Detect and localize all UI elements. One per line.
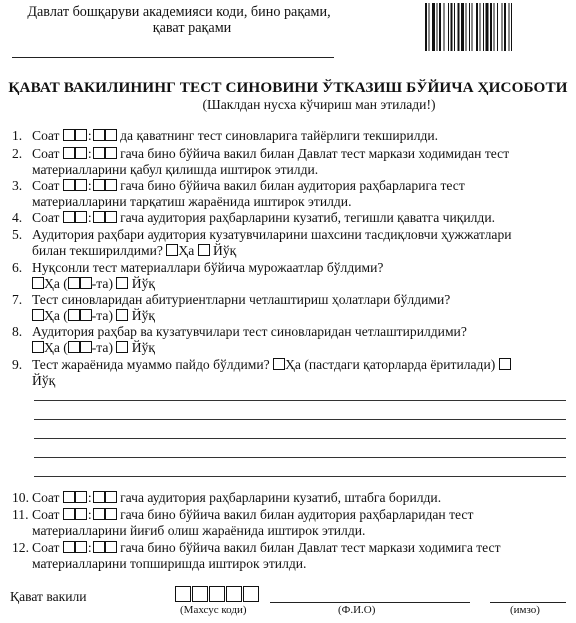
answer-line-5[interactable] [34,476,566,477]
item-prefix: Соат [32,490,60,505]
minute-box-2[interactable] [105,491,117,503]
item-prefix: Соат [32,146,60,161]
header-line-1: Давлат бошқаруви академияси коди, бино рақами, [27,4,331,20]
special-code-label: (Махсус коди) [180,604,247,616]
item-prefix: Соат [32,540,60,555]
count-box-2[interactable] [80,309,92,321]
item-text-continued: материалларини топширишда иштирок этилди. [32,556,307,571]
answer-line-1[interactable] [34,400,566,401]
full-name-line[interactable] [270,602,470,603]
hour-box-2[interactable] [75,541,87,553]
count-suffix: -та) [91,276,113,291]
yes-label: Ҳа ( [44,340,68,355]
item-number: 3. [12,178,23,193]
hour-box-2[interactable] [75,179,87,191]
no-label: Йўқ [213,243,237,258]
yes-checkbox[interactable] [32,309,44,321]
answer-line-2[interactable] [34,419,566,420]
no-checkbox[interactable] [116,341,128,353]
code-box-2[interactable] [192,586,208,602]
yes-checkbox[interactable] [32,277,44,289]
count-box-2[interactable] [80,341,92,353]
header-underline [12,57,334,58]
item-number: 10. [12,490,29,505]
form-subtitle: (Шаклдан нусха кўчириш ман этилади!) [202,97,436,112]
count-suffix: -та) [91,340,113,355]
barcode-image [425,3,566,51]
hour-box-1[interactable] [63,129,75,141]
item-number: 9. [12,357,23,372]
minute-box-1[interactable] [93,491,105,503]
signature-label: (имзо) [510,604,540,616]
hour-box-1[interactable] [63,211,75,223]
item-text: Аудитория раҳбар ва кузатувчилари тест синовларидан четлаштирилдими? [32,324,467,339]
no-label: Йўқ [131,308,156,323]
hour-box-1[interactable] [63,491,75,503]
item-text: Аудитория раҳбари аудитория кузатувчиларини шахсини тасдиқловчи ҳужжатлари [32,227,512,242]
item-text: Нуқсонли тест материаллари бўйича мурожаатлар бўлдими? [32,260,384,275]
yes-checkbox[interactable] [166,244,178,256]
yes-label: Ҳа (пастдаги қаторларда ёритилади) [285,357,496,372]
item-text: Тест синовларидан абитуриентларни четлаштириш ҳолатлари бўлдими? [32,292,451,307]
hour-box-1[interactable] [63,541,75,553]
special-code-boxes [175,586,260,604]
item-number: 5. [12,227,23,242]
minute-box-1[interactable] [93,508,105,520]
hour-box-1[interactable] [63,147,75,159]
item-text-continued: билан текширилдими? [32,243,163,258]
no-checkbox[interactable] [499,358,511,370]
item-text: гача аудитория раҳбарларини кузатиб, тегишли қаватга чиқилди. [120,210,496,225]
minute-box-2[interactable] [105,211,117,223]
hour-box-1[interactable] [63,508,75,520]
hour-box-2[interactable] [75,508,87,520]
minute-box-1[interactable] [93,179,105,191]
full-name-label: (Ф.И.О) [338,604,376,616]
item-number: 8. [12,324,23,339]
hour-box-2[interactable] [75,211,87,223]
item-text: да қаватнинг тест синовларига тайёрлиги текширилди. [120,128,439,143]
yes-checkbox[interactable] [32,341,44,353]
code-box-3[interactable] [209,586,225,602]
answer-line-3[interactable] [34,438,566,439]
item-prefix: Соат [32,128,60,143]
form-title: ҚАВАТ ВАКИЛИНИНГ ТЕСТ СИНОВИНИ ЎТКАЗИШ БЎЙИЧА ҲИСОБОТИ [8,79,568,96]
no-checkbox[interactable] [198,244,210,256]
hour-box-2[interactable] [75,491,87,503]
code-box-4[interactable] [226,586,242,602]
yes-label: Ҳа ( [44,308,68,323]
signature-line[interactable] [490,602,566,603]
code-box-5[interactable] [243,586,259,602]
floor-representative-label: Қават вакили [10,589,87,604]
yes-label: Ҳа [178,243,195,258]
no-label: Йўқ [131,276,156,291]
item-text: Тест жараёнида муаммо пайдо бўлдими? [32,357,270,372]
item-prefix: Соат [32,178,60,193]
item-text: гача бино бўйича вакил билан аудитория раҳбарларидан тест [120,507,474,522]
item-number: 4. [12,210,23,225]
count-box-2[interactable] [80,277,92,289]
count-suffix: -та) [91,308,113,323]
minute-box-1[interactable] [93,129,105,141]
minute-box-2[interactable] [105,129,117,141]
no-label: Йўқ [131,340,156,355]
item-number: 11. [12,507,29,522]
hour-box-2[interactable] [75,147,87,159]
code-box-1[interactable] [175,586,191,602]
minute-box-2[interactable] [105,179,117,191]
item-text-continued: материалларини йиғиб олиш жараёнида иштирок этилди. [32,523,366,538]
minute-box-1[interactable] [93,147,105,159]
no-checkbox[interactable] [116,309,128,321]
header-line-2: қават рақами [152,20,232,36]
count-box-1[interactable] [68,277,80,289]
header-institution [14,4,344,36]
item-number: 2. [12,146,23,161]
count-box-1[interactable] [68,341,80,353]
item-text: гача бино бўйича вакил билан Давлат тест маркази ходимидан тест [120,146,510,161]
no-label: Йўқ [32,373,56,388]
minute-box-1[interactable] [93,211,105,223]
item-prefix: Соат [32,507,60,522]
answer-line-4[interactable] [34,457,566,458]
minute-box-1[interactable] [93,541,105,553]
item-text: гача бино бўйича вакил билан Давлат тест маркази ходимига тест [120,540,501,555]
item-number: 12. [12,540,29,555]
minute-box-2[interactable] [105,147,117,159]
item-text: гача бино бўйича вакил билан аудитория раҳбарларига тест [120,178,465,193]
minute-box-2[interactable] [105,508,117,520]
item-number: 6. [12,260,23,275]
minute-box-2[interactable] [105,541,117,553]
yes-checkbox[interactable] [273,358,285,370]
count-box-1[interactable] [68,309,80,321]
item-number: 1. [12,128,23,143]
item-prefix: Соат [32,210,60,225]
item-text-continued: материалларини тарқатиш жараёнида иштирок этилди. [32,194,352,209]
hour-box-2[interactable] [75,129,87,141]
item-text: гача аудитория раҳбарларини кузатиб, штабга борилди. [120,490,442,505]
item-text-continued: материалларини қабул қилишда иштирок этилди. [32,162,319,177]
item-number: 7. [12,292,23,307]
no-checkbox[interactable] [116,277,128,289]
yes-label: Ҳа ( [44,276,68,291]
hour-box-1[interactable] [63,179,75,191]
